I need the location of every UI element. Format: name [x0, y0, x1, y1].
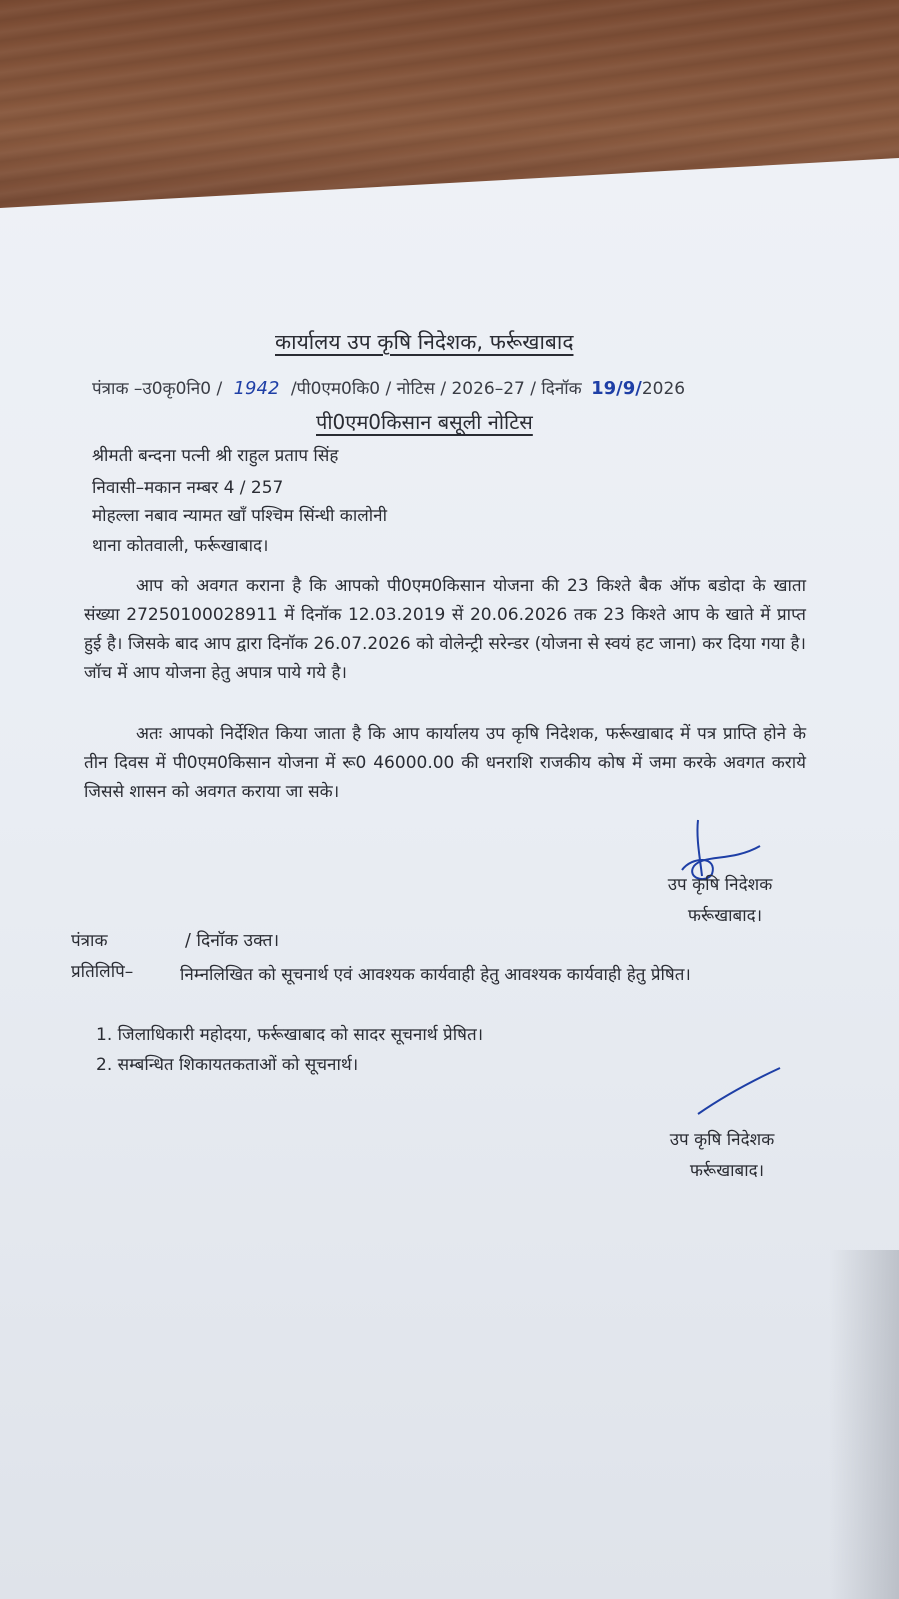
ref-number-handwritten: 1942	[233, 378, 280, 399]
copy-label: प्रतिलिपि–	[71, 962, 134, 982]
reference-line	[92, 378, 685, 400]
signature-2-designation: उप कृषि निदेशक	[669, 1130, 775, 1150]
signature-block-2	[642, 1125, 802, 1187]
signature-2	[694, 1066, 784, 1118]
copy-text: निम्नलिखित को सूचनार्थ एवं आवश्यक कार्यवाही हेतु आवश्यक कार्यवाही हेतु प्रेषित।	[180, 965, 691, 985]
copy-list-item-2: 2. सम्बन्धित शिकायतकताओं को सूचनार्थ।	[96, 1055, 359, 1075]
copy-list-item-1: 1. जिलाधिकारी महोदया, फर्रूखाबाद को सादर सूचनार्थ प्रेषित।	[96, 1025, 484, 1045]
signature-1-designation: उप कृषि निदेशक	[667, 875, 773, 895]
ref-suffix: /पी0एम0कि0 / नोटिस / 2026–27 / दिनॉक	[290, 379, 582, 399]
copy-ref-label: पंत्राक	[71, 931, 108, 951]
body-paragraph-1: आप को अवगत कराना है कि आपको पी0एम0किसान योजना की 23 किश्ते बैक ऑफ बडोदा के खाता संख्या 27250100028911 में दिनॉक 12.03.2019 सें 20.06.2026 तक 23 किश्ते आप के खाते में प्राप्त हुई है। जिसके बाद आप द्वारा दिनॉक 26.07.2026 को वोलेन्ट्री सरेन्डर (योजना से स्वयं हट जाना) कर दिया गया है। जॉच में आप योजना हेतु अपात्र पाये गये है।	[84, 576, 806, 683]
recipient-residence: निवासी–मकान नम्बर 4 / 257	[92, 478, 284, 498]
office-title: कार्यालय उप कृषि निदेशक, फर्रूखाबाद	[275, 330, 574, 354]
signature-block-1	[640, 870, 800, 932]
recipient-mohalla: मोहल्ला नबाव न्यामत खॉं पश्चिम सिंन्धी कालोनी	[92, 506, 387, 526]
signature-1-place: फर्रूखाबाद।	[687, 906, 763, 926]
recipient-thana: थाना कोतवाली, फर्रूखाबाद।	[92, 536, 269, 556]
body-paragraph-2: अतः आपको निर्देशित किया जाता है कि आप कार्यालय उप कृषि निदेशक, फर्रूखाबाद में पत्र प्राप्ति होने के तीन दिवस में पी0एम0किसान योजना में रू0 46000.00 की धनराशि राजकीय कोष में जमा करके अवगत कराये जिससे शासन को अवगत कराया जा सके।	[84, 724, 806, 802]
recipient-name: श्रीमती बन्दना पत्नी श्री राहुल प्रताप सिंह	[92, 446, 339, 466]
notice-title: पी0एम0किसान बसूली नोटिस	[316, 410, 533, 434]
paper-shadow	[829, 1250, 899, 1599]
ref-prefix: पंत्राक –उ0कृ0नि0 /	[92, 379, 223, 399]
date-handwritten: 19/9/	[591, 378, 642, 399]
signature-2-place: फर्रूखाबाद।	[689, 1161, 765, 1181]
copy-ref-date: / दिनॉक उक्त।	[185, 931, 280, 951]
date-year: 2026	[641, 379, 686, 399]
